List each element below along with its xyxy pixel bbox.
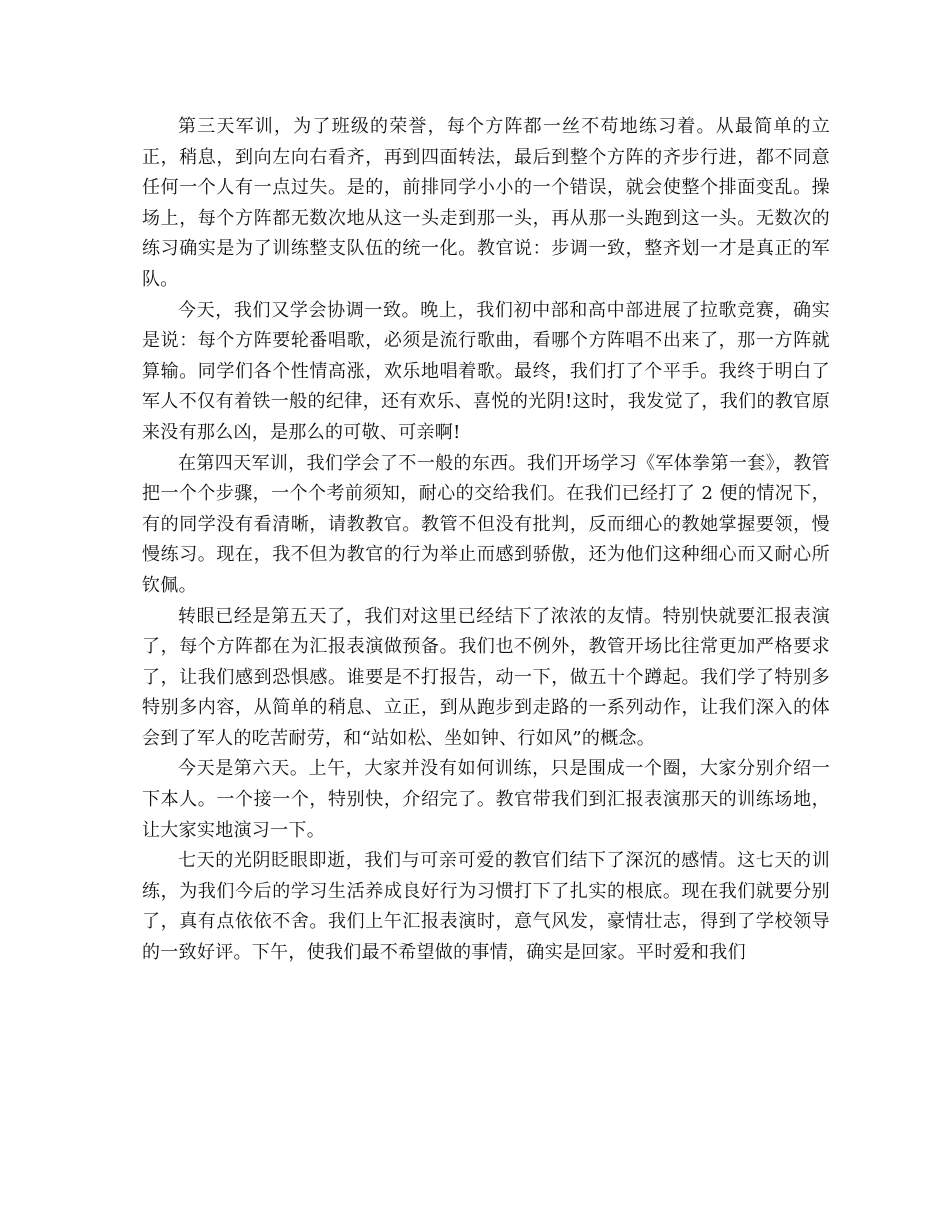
paragraph-day-three: 第三天军训，为了班级的荣誉，每个方阵都一丝不苟地练习着。从最简单的立正，稍息，到向左向右看齐，再到四面转法，最后到整个方阵的齐步行进，都不同意任何一个人有一点过失。是的，前排同学小小的一个错误，就会使整个排面变乱。操场上，每个方阵都无数次地从这一头走到那一头，再从那一头跑到这一头。无数次的练习确实是为了训练整支队伍的统一化。教官说：步调一致，整齐划一才是真正的军队。 <box>142 116 830 290</box>
paragraph-day-five: 转眼已经是第五天了，我们对这里已经结下了浓浓的友情。特别快就要汇报表演了，每个方阵都在为汇报表演做预备。我们也不例外，教管开场比往常更加严格要求了，让我们感到恐惧感。谁要是不打报告，动一下，做五十个蹲起。我们学了特别多特别多内容，从简单的稍息、立正，到从跑步到走路的一系列动作，让我们深入的体会到了军人的吃苦耐劳，和“站如松、坐如钟、行如风”的概念。 <box>142 605 830 749</box>
paragraph-day-six: 今天是第六天。上午，大家并没有如何训练，只是围成一个圈，大家分别介绍一下本人。一个接一个，特别快，介绍完了。教官带我们到汇报表演那天的训练场地，让大家实地演习一下。 <box>142 758 830 841</box>
paragraph-day-four: 在第四天军训，我们学会了不一般的东西。我们开场学习《军体拳第一套》，教管把一个个步骤，一个个考前须知，耐心的交给我们。在我们已经打了 2 便的情况下，有的同学没有看清晰，请教教官。教管不但没有批判，反而细心的教她掌握要领，慢慢练习。现在，我不但为教官的行为举止而感到骄傲，还为他们这种细心而又耐心所钦佩。 <box>142 452 830 596</box>
paragraph-singing-contest: 今天，我们又学会协调一致。晚上，我们初中部和高中部进展了拉歌竞赛，确实是说：每个方阵要轮番唱歌，必须是流行歌曲，看哪个方阵唱不出来了，那一方阵就算输。同学们各个性情高涨，欢乐地唱着歌。最终，我们打了个平手。我终于明白了军人不仅有着铁一般的纪律，还有欢乐、喜悦的光阴!这时，我发觉了，我们的教官原来没有那么凶，是那么的可敬、可亲啊! <box>142 299 830 443</box>
document-body <box>142 112 830 969</box>
paragraph-day-seven: 七天的光阴眨眼即逝，我们与可亲可爱的教官们结下了深沉的感情。这七天的训练，为我们今后的学习生活养成良好行为习惯打下了扎实的根底。现在我们就要分别了，真有点依依不舍。我们上午汇报表演时，意气风发，豪情壮志，得到了学校领导的一致好评。下午，使我们最不希望做的事情，确实是回家。平时爱和我们 <box>142 850 830 964</box>
